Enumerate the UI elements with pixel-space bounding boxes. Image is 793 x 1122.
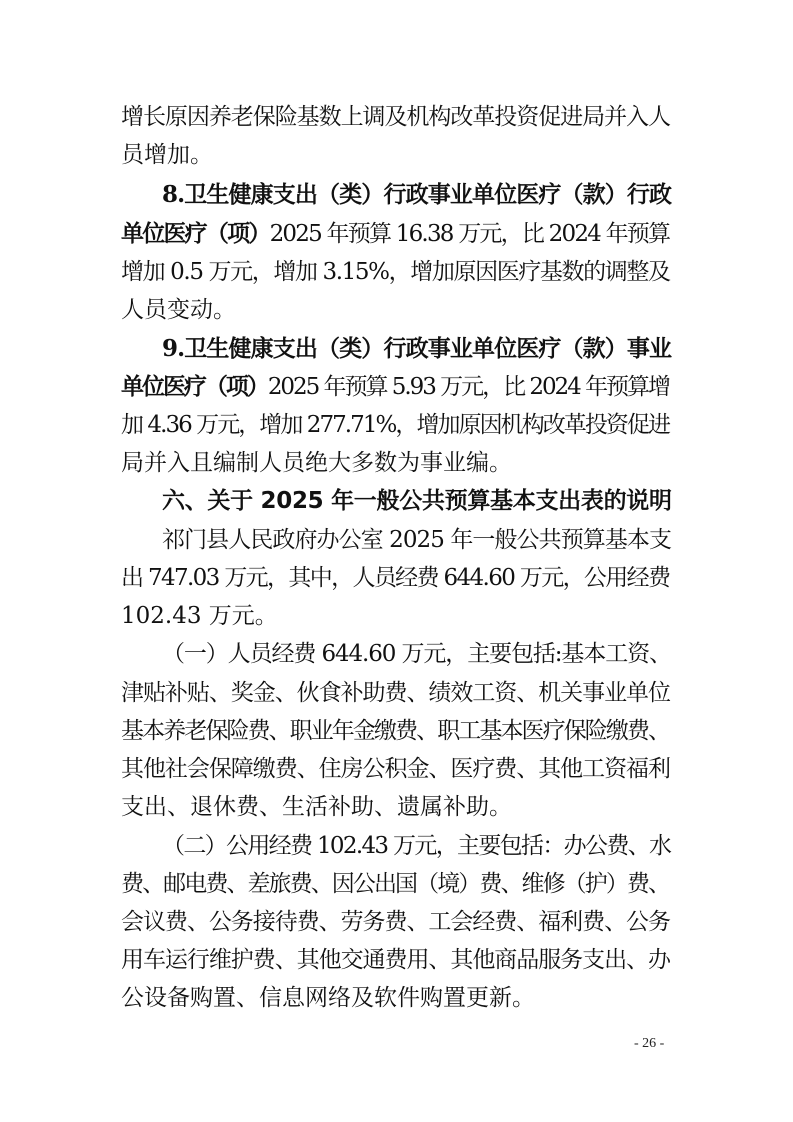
text-line <box>162 525 671 555</box>
text-line <box>121 792 512 822</box>
text-line <box>121 219 669 249</box>
text-segment: 祁门县人民政府办公室 2025 年一般公共预算基本支 <box>162 527 672 553</box>
text-segment: （二）公用经费 102.43 万元，主要包括：办公费、水 <box>162 833 671 859</box>
text-line <box>121 983 535 1013</box>
text-segment: 会议费、公务接待费、劳务费、工会经费、福利费、公务 <box>121 909 670 935</box>
text-line <box>121 907 670 937</box>
text-line <box>121 257 670 287</box>
text-segment: 员增加。 <box>121 142 213 168</box>
text-line <box>121 295 236 325</box>
text-segment: 津贴补贴、奖金、伙食补助费、绩效工资、机关事业单位 <box>121 680 670 706</box>
text-line <box>162 486 672 516</box>
text-line <box>121 448 512 478</box>
bold-text: 8.卫生健康支出（类）行政事业单位医疗（款）行政 <box>162 181 672 208</box>
text-segment: 其他社会保障缴费、住房公积金、医疗费、其他工资福利 <box>121 756 670 782</box>
bold-text: 单位医疗（项） <box>121 373 268 400</box>
text-segment: 增加 0.5 万元，增加 3.15%，增加原因医疗基数的调整及 <box>121 259 670 285</box>
text-line <box>121 563 669 593</box>
text-segment: 2025 年预算 5.93 万元，比 2024 年预算增 <box>267 374 669 400</box>
text-segment: （一）人员经费 644.60 万元，主要包括:基本工资、 <box>162 641 671 667</box>
text-line <box>121 678 670 708</box>
section-heading: 六、关于 2025 年一般公共预算基本支出表的说明 <box>162 488 672 514</box>
text-segment: 支出、退休费、生活补助、遗属补助。 <box>121 794 512 820</box>
text-segment: 102.43 万元。 <box>121 603 278 629</box>
text-line <box>162 180 671 210</box>
bold-text: 单位医疗（项） <box>121 220 270 247</box>
text-segment: 费、邮电费、差旅费、因公出国（境）费、维修（护）费、 <box>121 871 670 897</box>
text-segment: 人员变动。 <box>121 297 236 323</box>
text-line <box>121 372 669 402</box>
text-line <box>121 140 213 170</box>
text-line <box>162 831 670 861</box>
text-segment: 用车运行维护费、其他交通费用、其他商品服务支出、办 <box>121 947 670 973</box>
text-segment: 加 4.36 万元，增加 277.71%，增加原因机构改革投资促进 <box>121 412 670 438</box>
text-line <box>162 334 671 364</box>
text-segment: 2025 年预算 16.38 万元，比 2024 年预算 <box>269 221 670 247</box>
text-segment: 基本养老保险费、职业年金缴费、职工基本医疗保险缴费、 <box>121 718 670 744</box>
text-line <box>121 754 670 784</box>
text-segment: 增长原因养老保险基数上调及机构改革投资促进局并入人 <box>121 104 670 130</box>
text-line <box>121 869 669 899</box>
text-line <box>121 945 670 975</box>
text-line <box>121 102 670 132</box>
text-line <box>121 716 669 746</box>
text-segment: 公设备购置、信息网络及软件购置更新。 <box>121 985 535 1011</box>
bold-text: 9.卫生健康支出（类）行政事业单位医疗（款）事业 <box>162 335 672 362</box>
page-number: - 26 - <box>634 1036 665 1051</box>
text-line <box>121 601 278 631</box>
text-line <box>162 639 671 669</box>
text-segment: 出 747.03 万元，其中，人员经费 644.60 万元，公用经费 <box>121 565 670 591</box>
text-segment: 局并入且编制人员绝大多数为事业编。 <box>121 450 512 476</box>
text-line <box>121 410 669 440</box>
